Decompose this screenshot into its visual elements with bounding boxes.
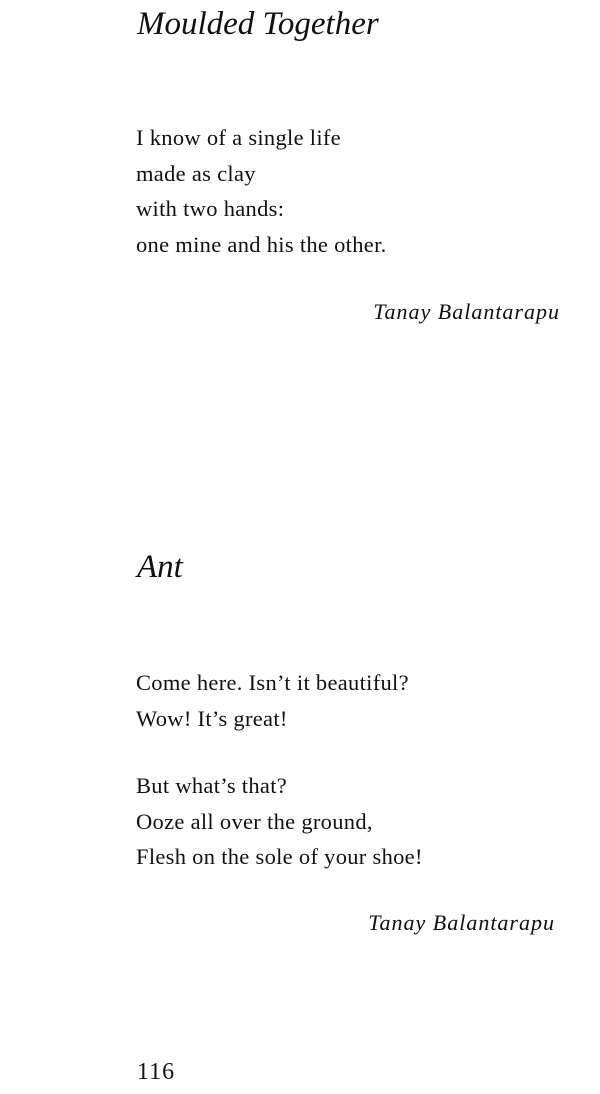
poem-author: Tanay Balantarapu [368,910,555,935]
poem-line: with two hands: [136,196,285,221]
stanza [136,768,423,875]
poem-line: Come here. Isn’t it beautiful? [136,670,409,695]
poem-line: made as clay [136,160,256,186]
stanza [136,665,409,736]
poem-line: Wow! It’s great! [136,705,288,731]
stanza [136,120,387,262]
poem-line: But what’s that? [136,773,288,798]
page-number: 116 [137,1059,176,1085]
poem-title: Ant [137,549,183,585]
poem-title: Moulded Together [137,6,379,42]
poem-line: Ooze all over the ground, [136,808,373,834]
poem-line: I know of a single life [136,125,341,150]
poem-author: Tanay Balantarapu [373,299,560,324]
poem-line: one mine and his the other. [136,231,387,257]
poem-line: Flesh on the sole of your shoe! [136,844,423,869]
